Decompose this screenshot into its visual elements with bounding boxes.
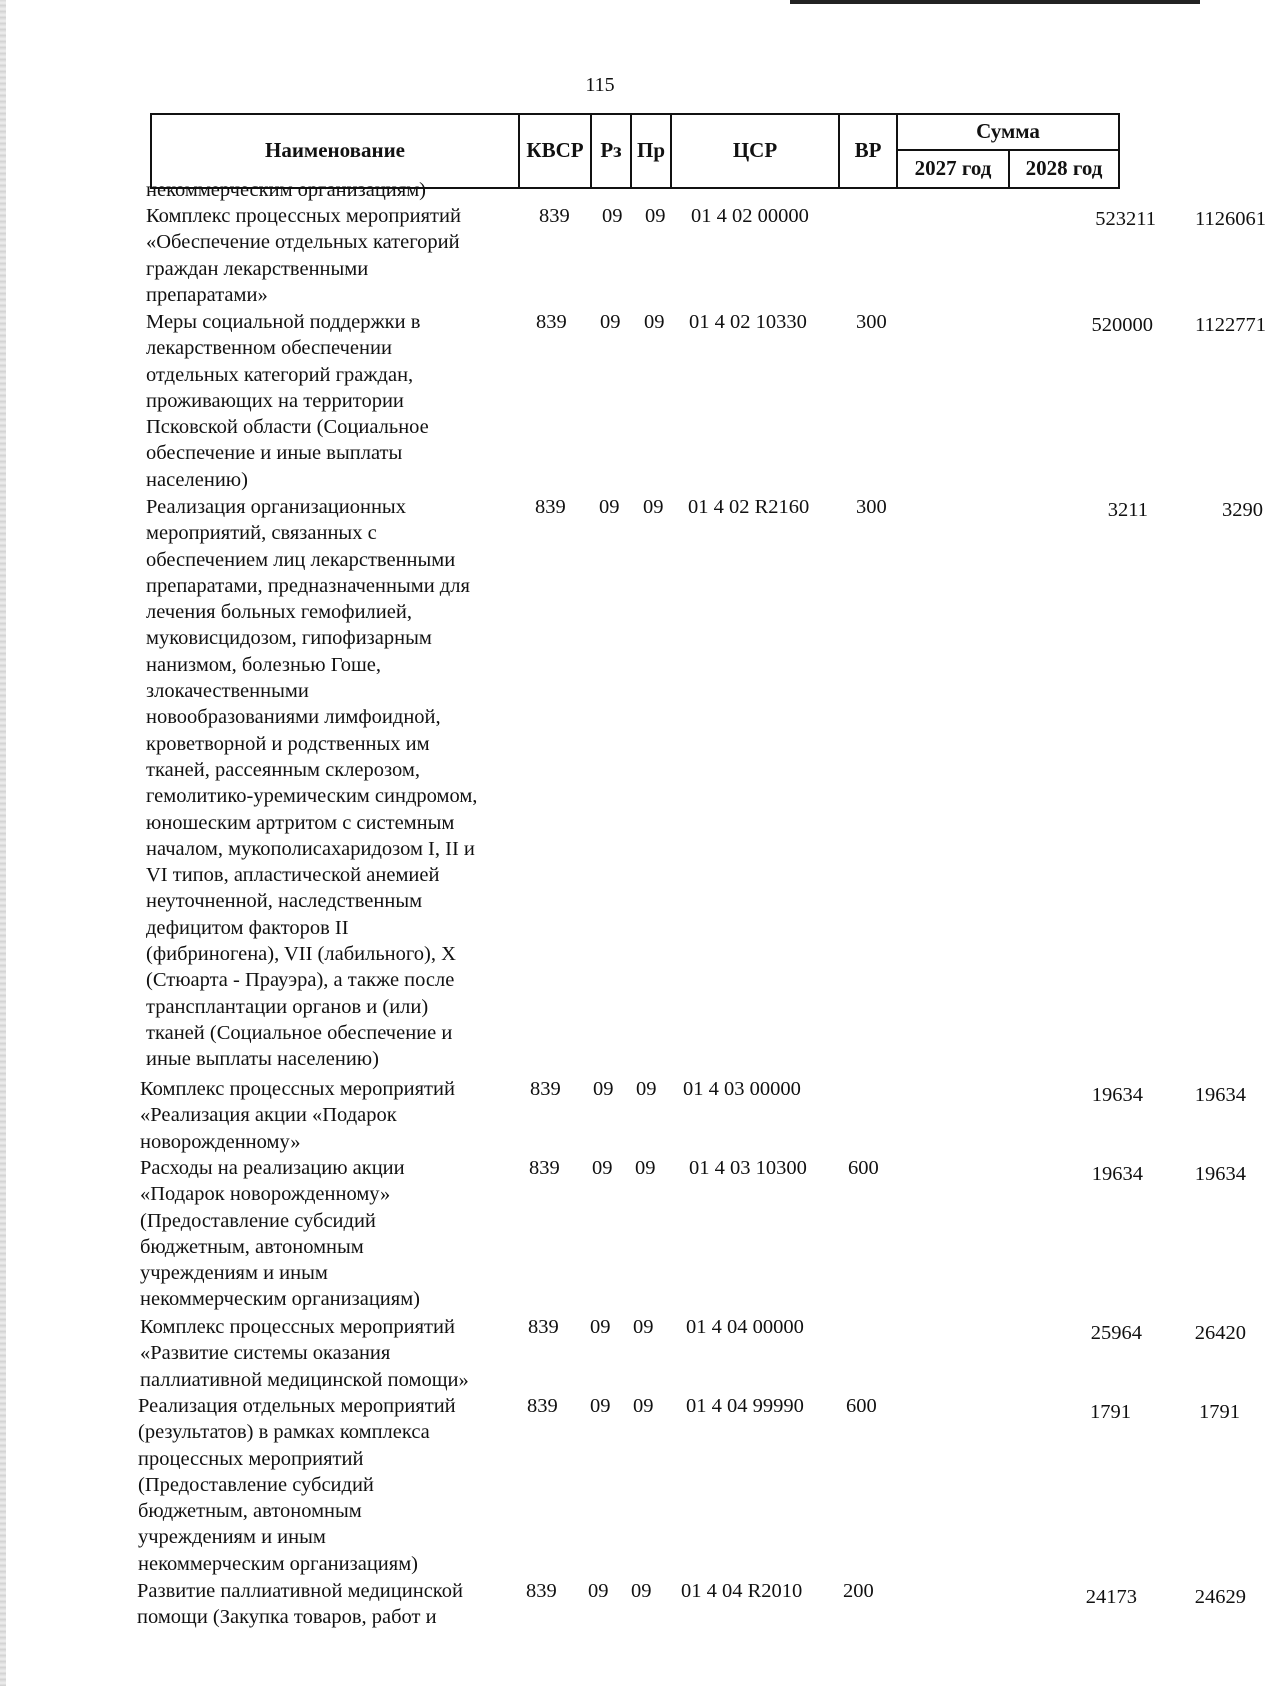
row-pr: 09 xyxy=(633,1395,654,1417)
row-kvsr: 839 xyxy=(530,1078,561,1100)
row-kvsr: 839 xyxy=(535,496,566,518)
row-vr: 200 xyxy=(843,1580,874,1602)
row-csr: 01 4 02 10330 xyxy=(689,311,807,333)
row-sum-2028: 24629 xyxy=(1194,1586,1246,1608)
header-name: Наименование xyxy=(151,114,519,188)
row-vr: 600 xyxy=(848,1157,879,1179)
row-kvsr: 839 xyxy=(527,1395,558,1417)
header-year-2028: 2028 год xyxy=(1009,150,1119,188)
row-pr: 09 xyxy=(644,311,665,333)
row-csr: 01 4 04 99990 xyxy=(686,1395,804,1417)
row-csr: 01 4 04 00000 xyxy=(686,1316,804,1338)
row-kvsr: 839 xyxy=(539,205,570,227)
row-rz: 09 xyxy=(602,205,623,227)
row-sum-2027: 1791 xyxy=(1090,1401,1131,1423)
row-csr: 01 4 03 10300 xyxy=(689,1157,807,1179)
row-sum-2027: 25964 xyxy=(1090,1322,1142,1344)
row-kvsr: 839 xyxy=(526,1580,557,1602)
header-vr: ВР xyxy=(839,114,897,188)
row-sum-2028: 1126061 xyxy=(1195,208,1266,230)
header-csr: ЦСР xyxy=(671,114,839,188)
row-name: Развитие паллиативной медицинской помощи (Закупка товаров, работ и xyxy=(137,1580,463,1629)
row-name: Реализация отдельных мероприятий (результатов) в рамках комплекса процессных мероприятий (Предоставление субсидий бюджетным, автономным учреждениям и иным некоммерческим организациям) xyxy=(138,1395,456,1575)
row-sum-2027: 3211 xyxy=(1107,499,1148,521)
row-sum-2028: 26420 xyxy=(1194,1322,1246,1344)
row-csr: 01 4 03 00000 xyxy=(683,1078,801,1100)
row-rz: 09 xyxy=(588,1580,609,1602)
row-sum-2028: 3290 xyxy=(1222,499,1263,521)
row-pr: 09 xyxy=(636,1078,657,1100)
row-rz: 09 xyxy=(593,1078,614,1100)
header-year-2027: 2027 год xyxy=(897,150,1009,188)
header-rz: Рз xyxy=(591,114,631,188)
row-rz: 09 xyxy=(590,1395,611,1417)
row-kvsr: 839 xyxy=(536,311,567,333)
row-kvsr: 839 xyxy=(529,1157,560,1179)
row-csr: 01 4 04 R2010 xyxy=(681,1580,803,1602)
row-name: Расходы на реализацию акции «Подарок новорожденному» (Предоставление субсидий бюджетным, автономным учреждениям и иным некоммерческим организациям) xyxy=(140,1157,420,1311)
row-vr: 300 xyxy=(856,311,887,333)
row-sum-2027: 24173 xyxy=(1085,1586,1137,1608)
row-sum-2028: 19634 xyxy=(1194,1163,1246,1185)
row-pr: 09 xyxy=(635,1157,656,1179)
row-rz: 09 xyxy=(590,1316,611,1338)
row-name: Меры социальной поддержки в лекарственном обеспечении отдельных категорий граждан, проживающих на территории Псковской области (Социальное обеспечение и иные выплаты населению) xyxy=(146,311,429,491)
row-sum-2027: 19634 xyxy=(1091,1163,1143,1185)
top-rule xyxy=(790,0,1200,4)
row-sum-2028: 1122771 xyxy=(1195,314,1266,336)
row-rz: 09 xyxy=(600,311,621,333)
page-number: 115 xyxy=(585,74,615,96)
row-name: некоммерческим организациям) xyxy=(146,179,426,201)
header-sum: Сумма xyxy=(897,114,1119,150)
scan-edge xyxy=(0,0,6,1686)
header-kvsr: КВСР xyxy=(519,114,591,188)
row-rz: 09 xyxy=(592,1157,613,1179)
row-csr: 01 4 02 R2160 xyxy=(688,496,810,518)
header-pr: Пр xyxy=(631,114,671,188)
row-sum-2027: 523211 xyxy=(1095,208,1156,230)
row-kvsr: 839 xyxy=(528,1316,559,1338)
row-pr: 09 xyxy=(645,205,666,227)
row-name: Реализация организационных мероприятий, связанных с обеспечением лиц лекарственными препаратами, предназначенными для лечения больных гемофилией, муковисцидозом, гипофизарным нанизмом, болезнью Гоше, злокачественными новообразованиями лимфоидной, кроветворной и родственных им тканей, рассеянным склерозом, гемолитико-уремическим синдромом, юношеским артритом с системным началом, мукополисахаридозом I, II и VI типов, апластической анемией неуточненной, наследственным дефицитом факторов II (фибриногена), VII (лабильного), X (Стюарта - Прауэра), а также после трансплантации органов и (или) тканей (Социальное обеспечение и иные выплаты населению) xyxy=(146,496,478,1071)
row-name: Комплекс процессных мероприятий «Обеспечение отдельных категорий граждан лекарственными препаратами» xyxy=(146,205,461,306)
row-name: Комплекс процессных мероприятий «Развитие системы оказания паллиативной медицинской помощи» xyxy=(140,1316,469,1391)
row-pr: 09 xyxy=(633,1316,654,1338)
row-vr: 600 xyxy=(846,1395,877,1417)
row-sum-2027: 520000 xyxy=(1091,314,1153,336)
row-pr: 09 xyxy=(643,496,664,518)
row-sum-2027: 19634 xyxy=(1091,1084,1143,1106)
row-sum-2028: 19634 xyxy=(1194,1084,1246,1106)
row-rz: 09 xyxy=(599,496,620,518)
row-vr: 300 xyxy=(856,496,887,518)
row-pr: 09 xyxy=(631,1580,652,1602)
row-sum-2028: 1791 xyxy=(1199,1401,1240,1423)
row-name: Комплекс процессных мероприятий «Реализация акции «Подарок новорожденному» xyxy=(140,1078,455,1153)
row-csr: 01 4 02 00000 xyxy=(691,205,809,227)
